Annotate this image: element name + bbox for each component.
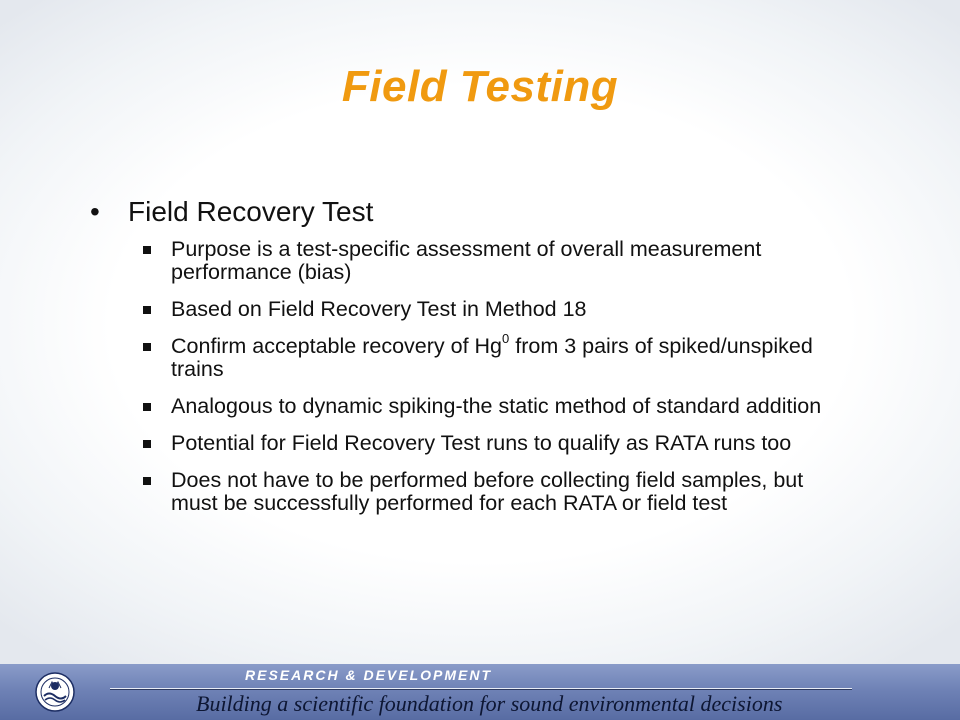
sub-bullet-item: Confirm acceptable recovery of Hg$^0$ from 3 pairs of spiked/unspiked trains xyxy=(88,335,848,381)
square-bullet-icon xyxy=(143,440,151,448)
sub-bullet-list xyxy=(88,238,848,515)
slide-content xyxy=(88,196,848,529)
sub-bullet-item: Purpose is a test-specific assessment of overall measurement performance (bias) xyxy=(88,238,848,284)
epa-seal-icon xyxy=(35,672,75,712)
footer-divider xyxy=(110,688,852,690)
bullet-level1-text: Field Recovery Test xyxy=(128,196,374,227)
square-bullet-icon xyxy=(143,343,151,351)
footer-heading: RESEARCH & DEVELOPMENT xyxy=(245,667,493,683)
square-bullet-icon xyxy=(143,246,151,254)
sub-bullet-item: Does not have to be performed before collecting field samples, but must be successfully performed for each RATA or field test xyxy=(88,469,848,515)
bullet-dot: • xyxy=(90,196,100,227)
square-bullet-icon xyxy=(143,403,151,411)
square-bullet-icon xyxy=(143,306,151,314)
sub-bullet-item: Analogous to dynamic spiking-the static method of standard addition xyxy=(88,395,848,418)
slide-title: Field Testing xyxy=(341,62,619,111)
sub-bullet-item: Based on Field Recovery Test in Method 18 xyxy=(88,298,848,321)
footer-tagline: Building a scientific foundation for sound environmental decisions xyxy=(196,691,783,716)
bullet-level1 xyxy=(88,196,848,228)
sub-bullet-item: Potential for Field Recovery Test runs to qualify as RATA runs too xyxy=(88,432,848,455)
square-bullet-icon xyxy=(143,477,151,485)
